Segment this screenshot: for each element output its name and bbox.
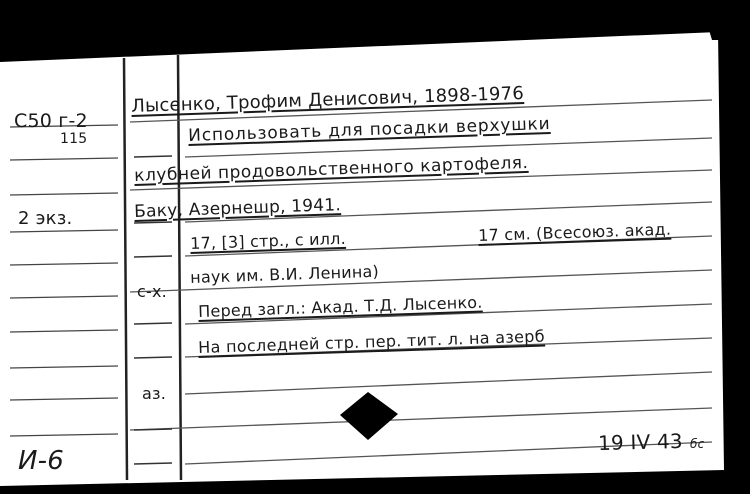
imprint-line: Баку, Азернешр, 1941.	[133, 195, 342, 222]
title-line-1: Использовать для посадки верхушки	[187, 113, 551, 146]
call-number: С50 г-2	[14, 110, 88, 132]
note-last-page: На последней стр. пер. тит. л. на азерб	[197, 326, 546, 357]
copies-count: 2 экз.	[18, 208, 73, 229]
pagination: 17, [3] стр., с илл.	[189, 228, 347, 253]
date-stamp-initials: бс	[690, 437, 705, 451]
series-continued: наук им. В.И. Ленина)	[189, 261, 380, 287]
subject-mark-sx: с-х.	[137, 282, 167, 301]
size-series: 17 см. (Всесоюз. акад.	[477, 219, 672, 245]
author-heading: Лысенко, Трофим Денисович, 1898-1976	[130, 82, 525, 117]
call-number-sub: 115	[60, 131, 88, 147]
title-line-2: клубней продовольственного картофеля.	[133, 152, 529, 186]
bottom-left-mark: И-6	[18, 446, 64, 476]
note-before-title: Перед загл.: Акад. Т.Д. Лысенко.	[197, 292, 483, 321]
subject-mark-az: аз.	[142, 384, 166, 403]
date-stamp: 19 IV 43	[597, 428, 684, 456]
